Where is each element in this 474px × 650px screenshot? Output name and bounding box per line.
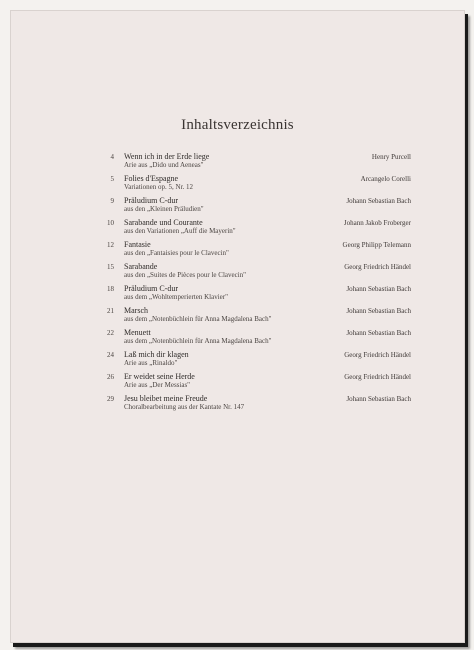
page-number: 9 (110, 197, 114, 205)
toc-entry (97, 196, 411, 218)
page-number: 21 (107, 307, 114, 315)
composer-name: Johann Jakob Froberger (343, 219, 411, 227)
page-number: 4 (110, 153, 114, 161)
composer-name: Georg Philipp Telemann (342, 241, 411, 249)
piece-source: Choralbearbeitung aus der Kantate Nr. 147 (124, 403, 245, 411)
composer-name: Johann Sebastian Bach (346, 307, 411, 315)
toc-entry (97, 306, 411, 328)
composer-name: Johann Sebastian Bach (346, 329, 411, 337)
page-number: 18 (107, 285, 114, 293)
toc-entry (97, 350, 411, 372)
page-number: 22 (107, 329, 114, 337)
piece-title: Sarabande und Courante (124, 218, 203, 227)
piece-title: Menuett (124, 328, 151, 337)
piece-source: Arie aus „Dido und Aeneas" (124, 161, 204, 169)
piece-source: aus dem „Notenbüchlein für Anna Magdalena Bach" (124, 337, 272, 345)
piece-title: Präludium C-dur (124, 284, 178, 293)
page-number: 10 (107, 219, 114, 227)
document-page (10, 10, 465, 643)
page-number: 12 (107, 241, 114, 249)
composer-name: Georg Friedrich Händel (344, 351, 411, 359)
toc-entry (97, 372, 411, 394)
piece-source: Variationen op. 5, Nr. 12 (124, 183, 194, 191)
piece-source: Arie aus „Der Messias" (124, 381, 191, 389)
toc-entry (97, 394, 411, 416)
page-number: 5 (110, 175, 114, 183)
piece-title: Wenn ich in der Erde liege (124, 152, 210, 161)
toc-entry (97, 262, 411, 284)
toc-entry (97, 284, 411, 306)
piece-source: aus den „Suites de Pièces pour le Clavecin" (124, 271, 247, 279)
table-of-contents (97, 152, 411, 416)
piece-source: aus dem „Notenbüchlein für Anna Magdalena Bach" (124, 315, 272, 323)
piece-title: Präludium C-dur (124, 196, 178, 205)
piece-source: aus dem „Wohltemperierten Klavier" (124, 293, 228, 301)
piece-title: Folies d'Espagne (124, 174, 179, 183)
piece-title: Sarabande (124, 262, 158, 271)
piece-source: aus den „Kleinen Präludien" (124, 205, 204, 213)
page-number: 15 (107, 263, 114, 271)
composer-name: Arcangelo Corelli (360, 175, 411, 183)
toc-entry (97, 152, 411, 174)
toc-entry (97, 174, 411, 196)
composer-name: Georg Friedrich Händel (344, 373, 411, 381)
page-number: 29 (107, 395, 114, 403)
page-number: 26 (107, 373, 114, 381)
piece-source: aus den Variationen „Auff die Mayerin" (124, 227, 236, 235)
piece-title: Laß mich dir klagen (124, 350, 189, 359)
piece-source: aus den „Fantaisies pour le Clavecin" (124, 249, 229, 257)
composer-name: Johann Sebastian Bach (346, 395, 411, 403)
composer-name: Johann Sebastian Bach (346, 197, 411, 205)
toc-entry (97, 240, 411, 262)
page-title: Inhaltsverzeichnis (181, 117, 294, 133)
piece-title: Jesu bleibet meine Freude (124, 394, 208, 403)
piece-title: Er weidet seine Herde (124, 372, 195, 381)
composer-name: Henry Purcell (371, 153, 411, 161)
piece-title: Marsch (124, 306, 148, 315)
piece-source: Arie aus „Rinaldo" (124, 359, 178, 367)
toc-entry (97, 328, 411, 350)
composer-name: Georg Friedrich Händel (344, 263, 411, 271)
composer-name: Johann Sebastian Bach (346, 285, 411, 293)
piece-title: Fantasie (124, 240, 151, 249)
toc-entry (97, 218, 411, 240)
page-number: 24 (107, 351, 114, 359)
